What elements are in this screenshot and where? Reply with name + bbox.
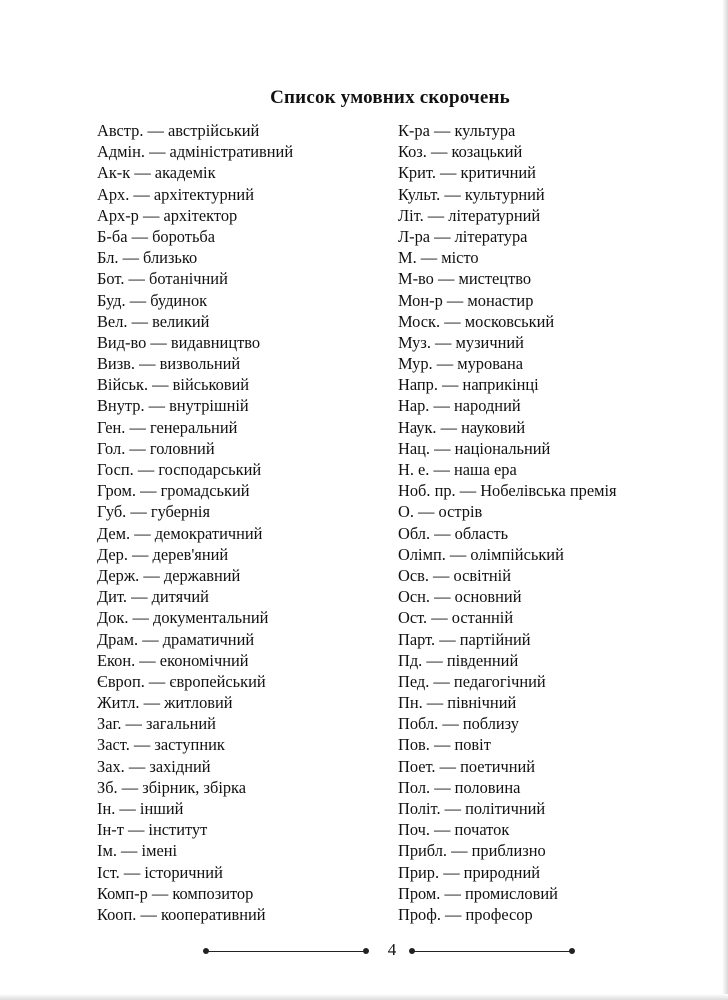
abbreviation-entry: Вел. — великий — [97, 311, 210, 331]
abbreviation-entry: Пн. — північний — [398, 693, 517, 713]
abbreviation-entry: Бот. — ботанічний — [97, 269, 228, 289]
abbreviations-left-column — [97, 120, 293, 925]
abbreviation-entry: Зах. — західний — [97, 756, 211, 776]
abbreviation-entry: Поет. — поетичний — [398, 756, 536, 776]
page-footer — [206, 940, 576, 964]
abbreviation-entry: О. — острів — [398, 502, 483, 522]
footer-rule-left — [206, 951, 366, 952]
abbreviation-entry: Олімп. — олімпійський — [398, 544, 564, 564]
abbreviation-entry: Буд. — будинок — [97, 290, 208, 310]
abbreviation-entry: Муз. — музичний — [398, 332, 524, 352]
abbreviation-entry: Драм. — драматичний — [97, 629, 255, 649]
abbreviation-entry: Пром. — промисловий — [398, 883, 558, 903]
page-edge-shadow — [722, 0, 728, 1000]
abbreviation-entry: Європ. — європейський — [97, 671, 266, 691]
abbreviation-entry: Проф. — професор — [398, 904, 533, 924]
abbreviation-entry: Ген. — генеральний — [97, 417, 238, 437]
abbreviation-entry: Н. е. — наша ера — [398, 460, 517, 479]
abbreviation-entry: Нар. — народний — [398, 396, 521, 416]
abbreviation-entry: Побл. — поблизу — [398, 714, 520, 734]
abbreviation-entry: Визв. — визвольний — [97, 354, 241, 374]
page-title: Список умовних скорочень — [270, 86, 510, 108]
abbreviation-entry: Пов. — повіт — [398, 735, 491, 755]
abbreviation-entry: Комп-р — композитор — [97, 883, 254, 903]
abbreviation-entry: Обл. — область — [398, 523, 509, 543]
page-edge-shadow-bottom — [0, 994, 728, 1000]
abbreviation-entry: Осв. — освітній — [398, 565, 511, 585]
abbreviation-entry: Заг. — загальний — [97, 714, 216, 734]
abbreviation-entry: Літ. — літературний — [398, 205, 541, 225]
abbreviation-entry: Ін. — інший — [97, 799, 184, 818]
abbreviation-entry: Мон-р — монастир — [398, 290, 534, 310]
abbreviation-entry: Моск. — московський — [398, 311, 555, 331]
abbreviation-entry: Політ. — політичний — [398, 799, 546, 818]
abbreviation-entry: Наук. — науковий — [398, 417, 526, 437]
abbreviation-entry: Ост. — останній — [398, 608, 514, 628]
abbreviation-entry: Прир. — природний — [398, 862, 540, 882]
abbreviation-entry: М-во — мистецтво — [398, 269, 532, 289]
abbreviation-entry: Держ. — державний — [97, 565, 241, 585]
abbreviation-entry: Дем. — демократичний — [97, 523, 263, 543]
abbreviation-entry: Б-ба — боротьба — [97, 226, 216, 246]
footer-dot — [569, 948, 575, 954]
abbreviation-entry: Арх-р — архітектор — [97, 205, 238, 225]
footer-dot — [409, 948, 415, 954]
abbreviation-entry: Австр. — австрійський — [97, 121, 260, 140]
abbreviation-entry: Поч. — початок — [398, 820, 510, 840]
abbreviation-entry: Іст. — історичний — [97, 862, 223, 882]
abbreviation-entry: Коз. — козацький — [398, 142, 523, 162]
abbreviation-entry: Внутр. — внутрішній — [97, 396, 249, 416]
abbreviation-entry: Заст. — заступник — [97, 735, 225, 755]
abbreviation-entry: Крит. — критичний — [398, 163, 536, 183]
abbreviation-entry: Док. — документальний — [97, 608, 269, 628]
abbreviation-entry: Госп. — господарський — [97, 460, 262, 479]
abbreviation-entry: Адмін. — адміністративний — [97, 142, 294, 162]
abbreviation-entry: Мур. — мурована — [398, 354, 524, 374]
abbreviation-entry: Дер. — дерев'яний — [97, 544, 229, 564]
abbreviation-entry: Осн. — основний — [398, 587, 522, 607]
abbreviation-entry: Парт. — партійний — [398, 629, 531, 649]
abbreviation-entry: Пол. — половина — [398, 777, 521, 797]
abbreviation-entry: Ін-т — інститут — [97, 820, 208, 840]
abbreviation-entry: Екон. — економічний — [97, 650, 249, 670]
abbreviation-entry: Губ. — губернія — [97, 502, 211, 522]
abbreviation-entry: Житл. — житловий — [97, 693, 233, 713]
abbreviation-entry: Зб. — збірник, збірка — [97, 777, 247, 797]
abbreviation-entry: Бл. — близько — [97, 248, 198, 268]
footer-dot — [363, 948, 369, 954]
abbreviation-entry: Гол. — головний — [97, 438, 215, 458]
abbreviation-entry: Вид-во — видавництво — [97, 332, 261, 352]
abbreviation-entry: Кооп. — кооперативний — [97, 904, 266, 924]
abbreviation-entry: Дит. — дитячий — [97, 587, 209, 607]
abbreviation-entry: Ноб. пр. — Нобелівська премія — [398, 481, 617, 501]
abbreviation-entry: Пед. — педагогічний — [398, 671, 546, 691]
abbreviations-right-column — [398, 120, 617, 925]
abbreviation-entry: Культ. — культурний — [398, 184, 545, 204]
abbreviation-entry: Нац. — національний — [398, 438, 551, 458]
abbreviation-entry: Л-ра — література — [398, 226, 528, 246]
abbreviation-entry: Прибл. — приблизно — [398, 841, 546, 861]
abbreviation-entry: К-ра — культура — [398, 121, 516, 140]
abbreviation-entry: Арх. — архітектурний — [97, 184, 254, 204]
abbreviation-entry: М. — місто — [398, 248, 479, 268]
page-number: 4 — [387, 940, 397, 959]
abbreviation-entry: Ак-к — академік — [97, 163, 216, 183]
abbreviation-entry: Ім. — імені — [97, 841, 178, 861]
abbreviation-entry: Військ. — військовий — [97, 375, 250, 395]
abbreviation-entry: Напр. — наприкінці — [398, 375, 539, 395]
abbreviation-entry: Гром. — громадський — [97, 481, 250, 501]
footer-rule-right — [412, 951, 572, 952]
abbreviation-entry: Пд. — південний — [398, 650, 519, 670]
footer-dot — [203, 948, 209, 954]
